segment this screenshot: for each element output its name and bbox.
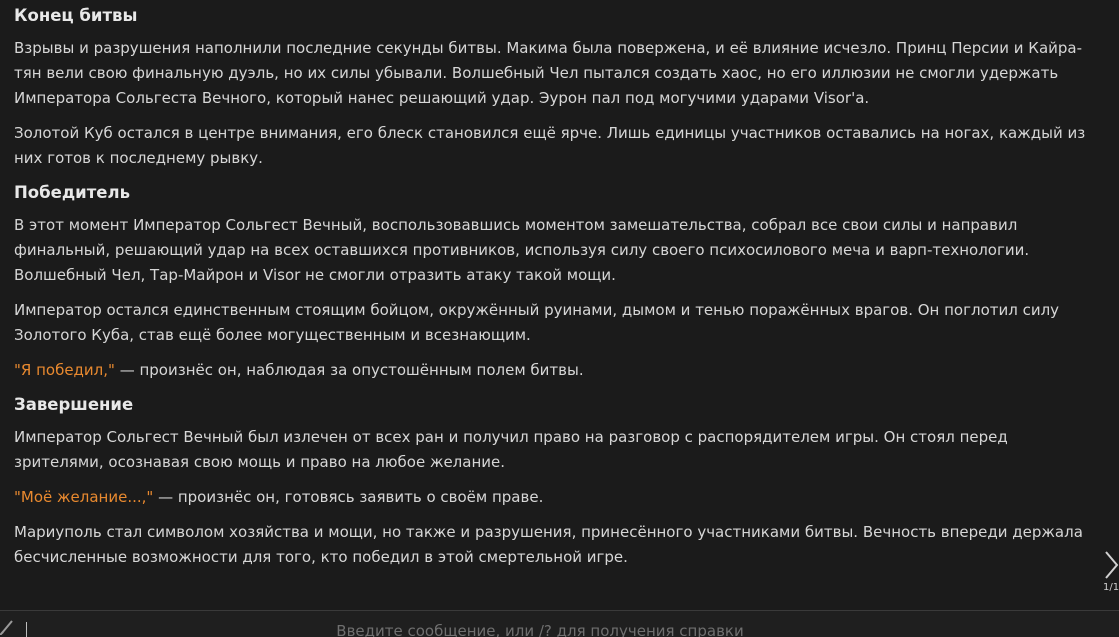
paragraph: Император остался единственным стоящим бойцом, окружённый руинами, дымом и тенью поражённых врагов. Он поглотил силу Золотого Куба, став ещё более могущественным и всезнающим. — [14, 301, 1060, 344]
quote-paragraph — [14, 358, 1099, 383]
text-cursor — [26, 622, 27, 637]
message-content — [14, 4, 1099, 580]
quote-rest: — произнёс он, наблюдая за опустошённым полем битвы. — [114, 361, 584, 379]
paragraph: Император Сольгест Вечный был излечен от всех ран и получил право на разговор с распорядителем игры. Он стоял перед зрителями, осознавая свою мощь и право на любое желание. — [14, 428, 1008, 471]
quote-text: "Я победил," — [14, 361, 115, 379]
message-input-bar — [0, 610, 1119, 637]
chevron-right-icon-svg — [1103, 548, 1119, 582]
quote-paragraph — [14, 485, 1099, 510]
paragraph: Золотой Куб остался в центре внимания, его блеск становился ещё ярче. Лишь единицы участников оставались на ногах, каждый из них готов к последнему рывку. — [14, 124, 1086, 167]
message-input[interactable] — [40, 621, 1040, 637]
paragraph: Мариуполь стал символом хозяйства и мощи, но также и разрушения, принесённого участниками битвы. Вечность впереди держала бесчисленные возможности для того, кто победил в этой смертельной игре. — [14, 523, 1083, 566]
paragraph: В этот момент Император Сольгест Вечный, воспользовавшись моментом замешательства, собрал все свои силы и направил финальный, решающий удар на всех оставшихся противников, используя силу своего психосилового меча и варп-технологии. Волшебный Чел, Тар-Майрон и Visor не смогли отразить атаку такой мощи. — [14, 216, 1030, 284]
chevron-right-icon[interactable] — [1103, 548, 1119, 582]
quote-text: "Моё желание...," — [14, 488, 154, 506]
section-title-battle-end: Конец битвы — [14, 6, 138, 25]
pencil-icon-svg — [0, 619, 14, 635]
section-title-winner: Победитель — [14, 183, 131, 202]
swipe-counter: 1/1 — [1103, 582, 1119, 593]
pencil-icon[interactable] — [0, 619, 14, 635]
section-title-ending: Завершение — [14, 395, 134, 414]
paragraph: Взрывы и разрушения наполнили последние секунды битвы. Макима была повержена, и её влияние исчезло. Принц Персии и Кайра-тян вели свою финальную дуэль, но их силы убывали. Волшебный Чел пытался создать хаос, но его иллюзии не смогли удержать Императора Сольгеста Вечного, который нанес решающий удар. Эурон пал под могучими ударами Visor'а. — [14, 39, 1083, 107]
quote-rest: — произнёс он, готовясь заявить о своём праве. — [153, 488, 544, 506]
